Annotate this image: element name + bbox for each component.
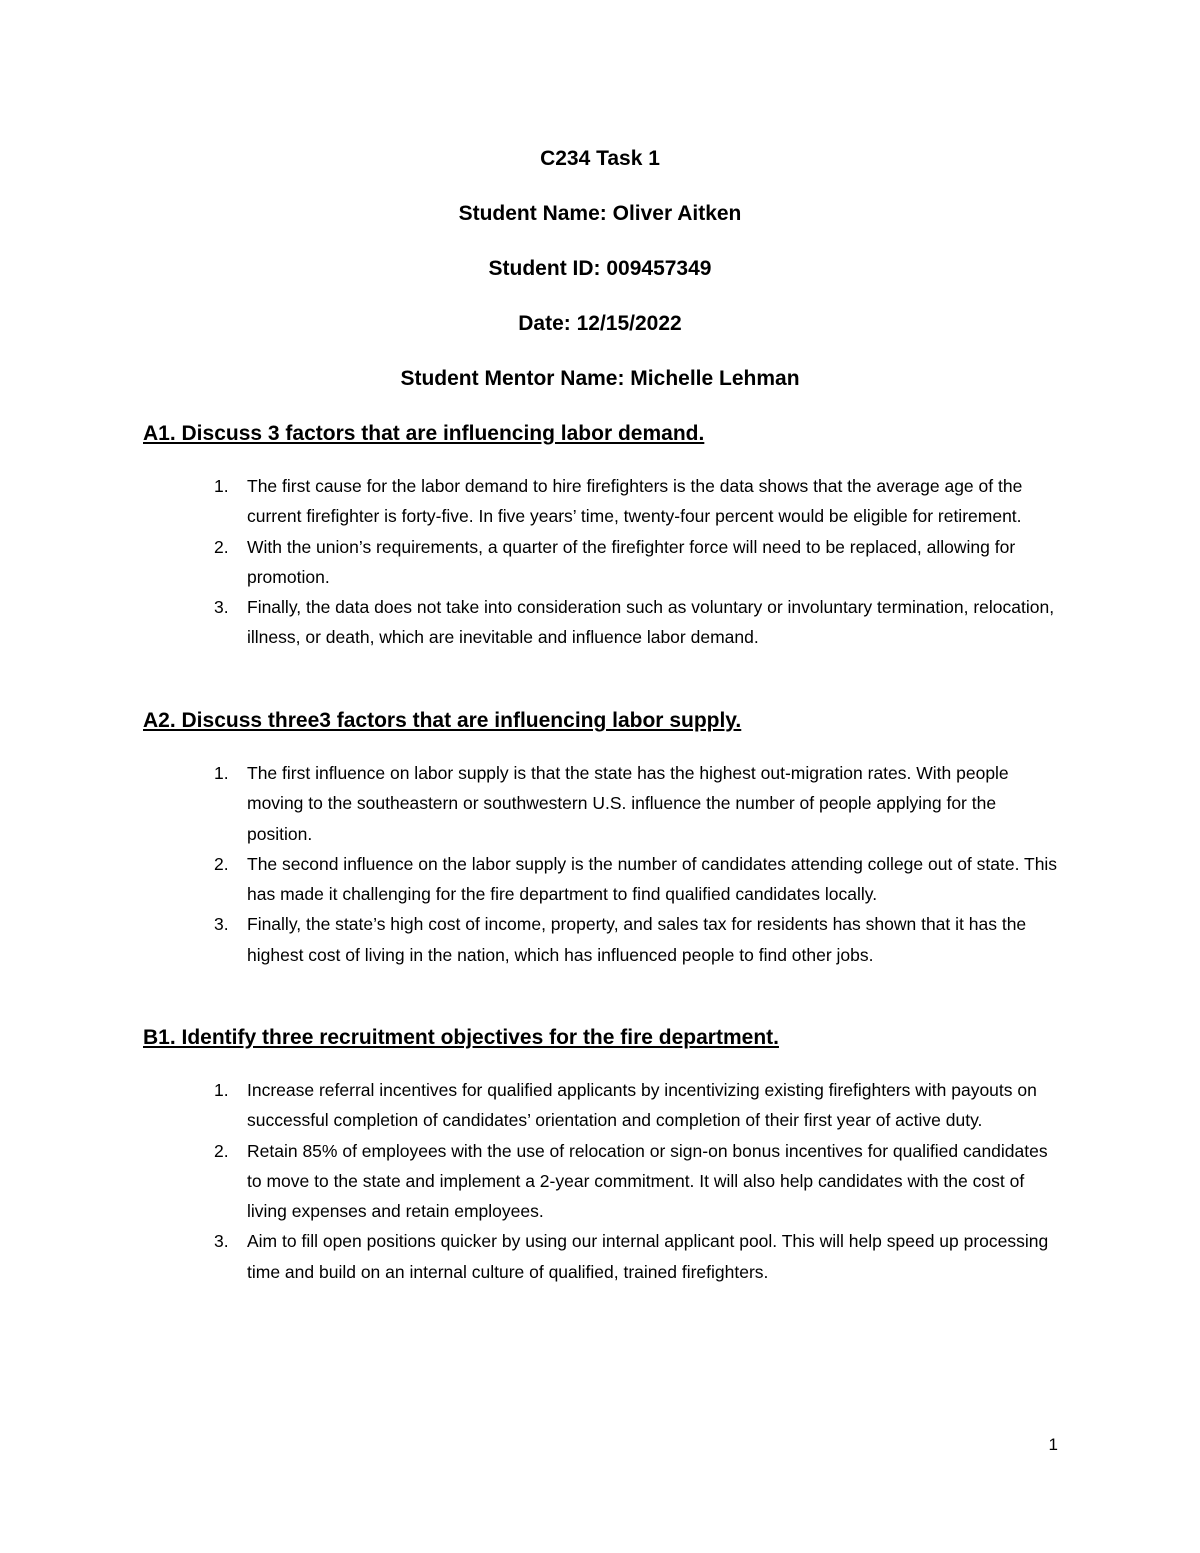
list-item — [214, 1136, 1063, 1227]
item-number: 1. — [214, 1080, 229, 1100]
list-item — [214, 909, 1063, 970]
section-a1 — [143, 419, 1063, 653]
section-heading: A1. Discuss 3 factors that are influencing labor demand. — [143, 422, 705, 445]
item-text: Increase referral incentives for qualified applicants by incentivizing existing firefighters with payouts on successful completion of candidates’ orientation and completion of their first year of active duty. — [247, 1080, 1037, 1131]
section-heading: A2. Discuss three3 factors that are influencing labor supply. — [143, 709, 742, 732]
student-id: Student ID: 009457349 — [488, 257, 712, 280]
item-number: 2. — [214, 536, 229, 557]
item-text: With the union’s requirements, a quarter of the firefighter force will need to be replaced, allowing for promotion. — [247, 536, 1016, 587]
list-item — [214, 1226, 1063, 1287]
item-text: Retain 85% of employees with the use of relocation or sign-on bonus incentives for qualified candidates to move to the state and implement a 2-year commitment. It will also help candidates with the cost of living expenses and retain employees. — [247, 1140, 1048, 1222]
list-item — [214, 849, 1063, 910]
task-title: C234 Task 1 — [540, 147, 660, 170]
item-number: 3. — [214, 914, 229, 935]
list-item — [214, 471, 1063, 532]
item-number: 2. — [214, 853, 229, 874]
page-number: 1 — [1048, 1435, 1058, 1454]
section-b1 — [143, 1023, 1063, 1287]
item-list — [143, 471, 1063, 653]
section-a2 — [143, 706, 1063, 970]
item-text: The first cause for the labor demand to hire firefighters is the data shows that the average age of the current firefighter is forty-five. In five years’ time, twenty-four percent would be eligible for retirement. — [247, 476, 1023, 527]
title-block — [0, 140, 1200, 415]
item-text: Finally, the state’s high cost of income, property, and sales tax for residents has shown that it has the highest cost of living in the nation, which has influenced people to find other jobs. — [247, 914, 1027, 965]
item-text: Aim to fill open positions quicker by using our internal applicant pool. This will help speed up processing time and build on an internal culture of qualified, trained firefighters. — [247, 1231, 1049, 1282]
item-number: 3. — [214, 597, 229, 618]
item-text: Finally, the data does not take into consideration such as voluntary or involuntary termination, relocation, illness, or death, which are inevitable and influence labor demand. — [247, 597, 1055, 648]
list-item — [214, 758, 1063, 849]
section-heading: B1. Identify three recruitment objectives for the fire department. — [143, 1026, 779, 1049]
list-item — [214, 592, 1063, 653]
student-name: Student Name: Oliver Aitken — [458, 202, 742, 225]
item-number: 1. — [214, 476, 229, 496]
item-number: 1. — [214, 763, 229, 783]
item-text: The first influence on labor supply is that the state has the highest out-migration rates. With people moving to the southeastern or southwestern U.S. influence the number of people applying for the position. — [247, 763, 1009, 844]
item-number: 2. — [214, 1140, 229, 1161]
item-list — [143, 758, 1063, 970]
list-item — [214, 532, 1063, 593]
item-list — [143, 1075, 1063, 1287]
item-text: The second influence on the labor supply is the number of candidates attending college out of state. This has made it challenging for the fire department to find qualified candidates locally. — [247, 853, 1058, 905]
mentor-name: Student Mentor Name: Michelle Lehman — [400, 367, 800, 390]
item-number: 3. — [214, 1231, 229, 1252]
submission-date: Date: 12/15/2022 — [518, 312, 682, 335]
list-item — [214, 1075, 1063, 1136]
